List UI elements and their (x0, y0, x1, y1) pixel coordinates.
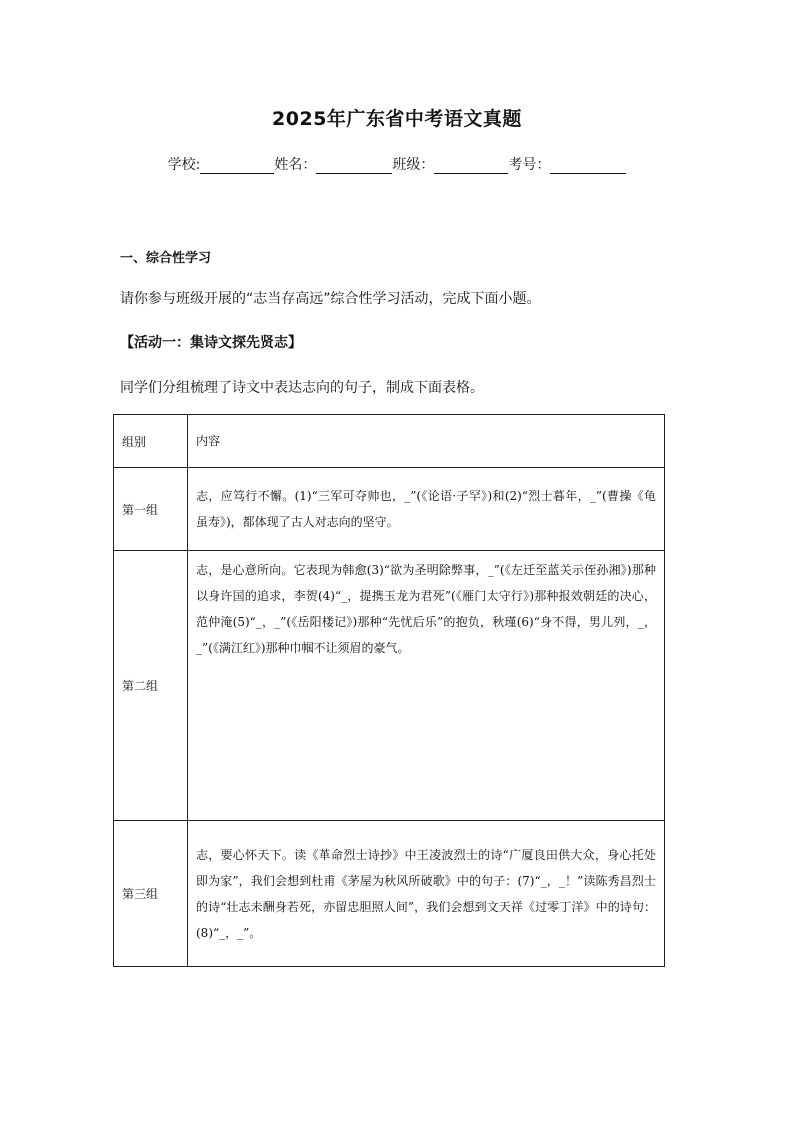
school-blank[interactable] (200, 159, 274, 174)
group-cell: 第三组 (114, 821, 188, 967)
class-label: 班级： (392, 157, 435, 173)
name-blank[interactable] (316, 159, 392, 174)
name-label: 姓名： (274, 157, 317, 173)
content-cell: 志，应笃行不懈。(1)“三军可夺帅也，_”(《论语·子罕》)和(2)“烈士暮年，_”(曹操《龟虽寿》)，都体现了古人对志向的坚守。 (188, 468, 665, 551)
group-cell: 第二组 (114, 551, 188, 821)
exam-no-blank[interactable] (550, 159, 626, 174)
section-heading: 一、综合性学习 (120, 251, 212, 266)
exam-no-label: 考号： (508, 157, 551, 173)
header-group: 组别 (114, 415, 188, 468)
task-description: 同学们分组梳理了诗文中表达志向的句子，制成下面表格。 (120, 380, 484, 396)
exam-title: 2025年广东省中考语文真题 (272, 108, 522, 130)
student-info-line (0, 154, 794, 174)
poetry-table (113, 414, 665, 967)
table-row (114, 551, 665, 821)
header-content: 内容 (188, 415, 665, 468)
section-intro: 请你参与班级开展的“志当存高远”综合性学习活动，完成下面小题。 (120, 291, 541, 307)
content-cell: 志，是心意所向。它表现为韩愈(3)“欲为圣明除弊事，_”(《左迁至蓝关示侄孙湘》)那种以身许国的追求，李贺(4)“_，提携玉龙为君死”(《雁门太守行》)那种报效朝廷的决心，范仲淹(5)“_，_”(《岳阳楼记》)那种“先忧后乐”的抱负，秋瑾(6)“身不得，男儿列，_，_”(《满江红》)那种巾帼不让须眉的豪气。 (188, 551, 665, 821)
table-header-row (114, 415, 665, 468)
content-cell: 志，要心怀天下。读《革命烈士诗抄》中王凌波烈士的诗“广厦良田供大众，身心托处即为家”，我们会想到杜甫《茅屋为秋风所破歌》中的句子：(7)“_，_！”读陈秀昌烈士的诗“壮志未酬身若死，亦留忠胆照人间”，我们会想到文天祥《过零丁洋》中的诗句：(8)“_，_”。 (188, 821, 665, 967)
table-row (114, 821, 665, 967)
class-blank[interactable] (434, 159, 508, 174)
table-row (114, 468, 665, 551)
activity-heading: 【活动一：集诗文探先贤志】 (120, 335, 302, 351)
group-cell: 第一组 (114, 468, 188, 551)
school-label: 学校: (167, 157, 201, 173)
